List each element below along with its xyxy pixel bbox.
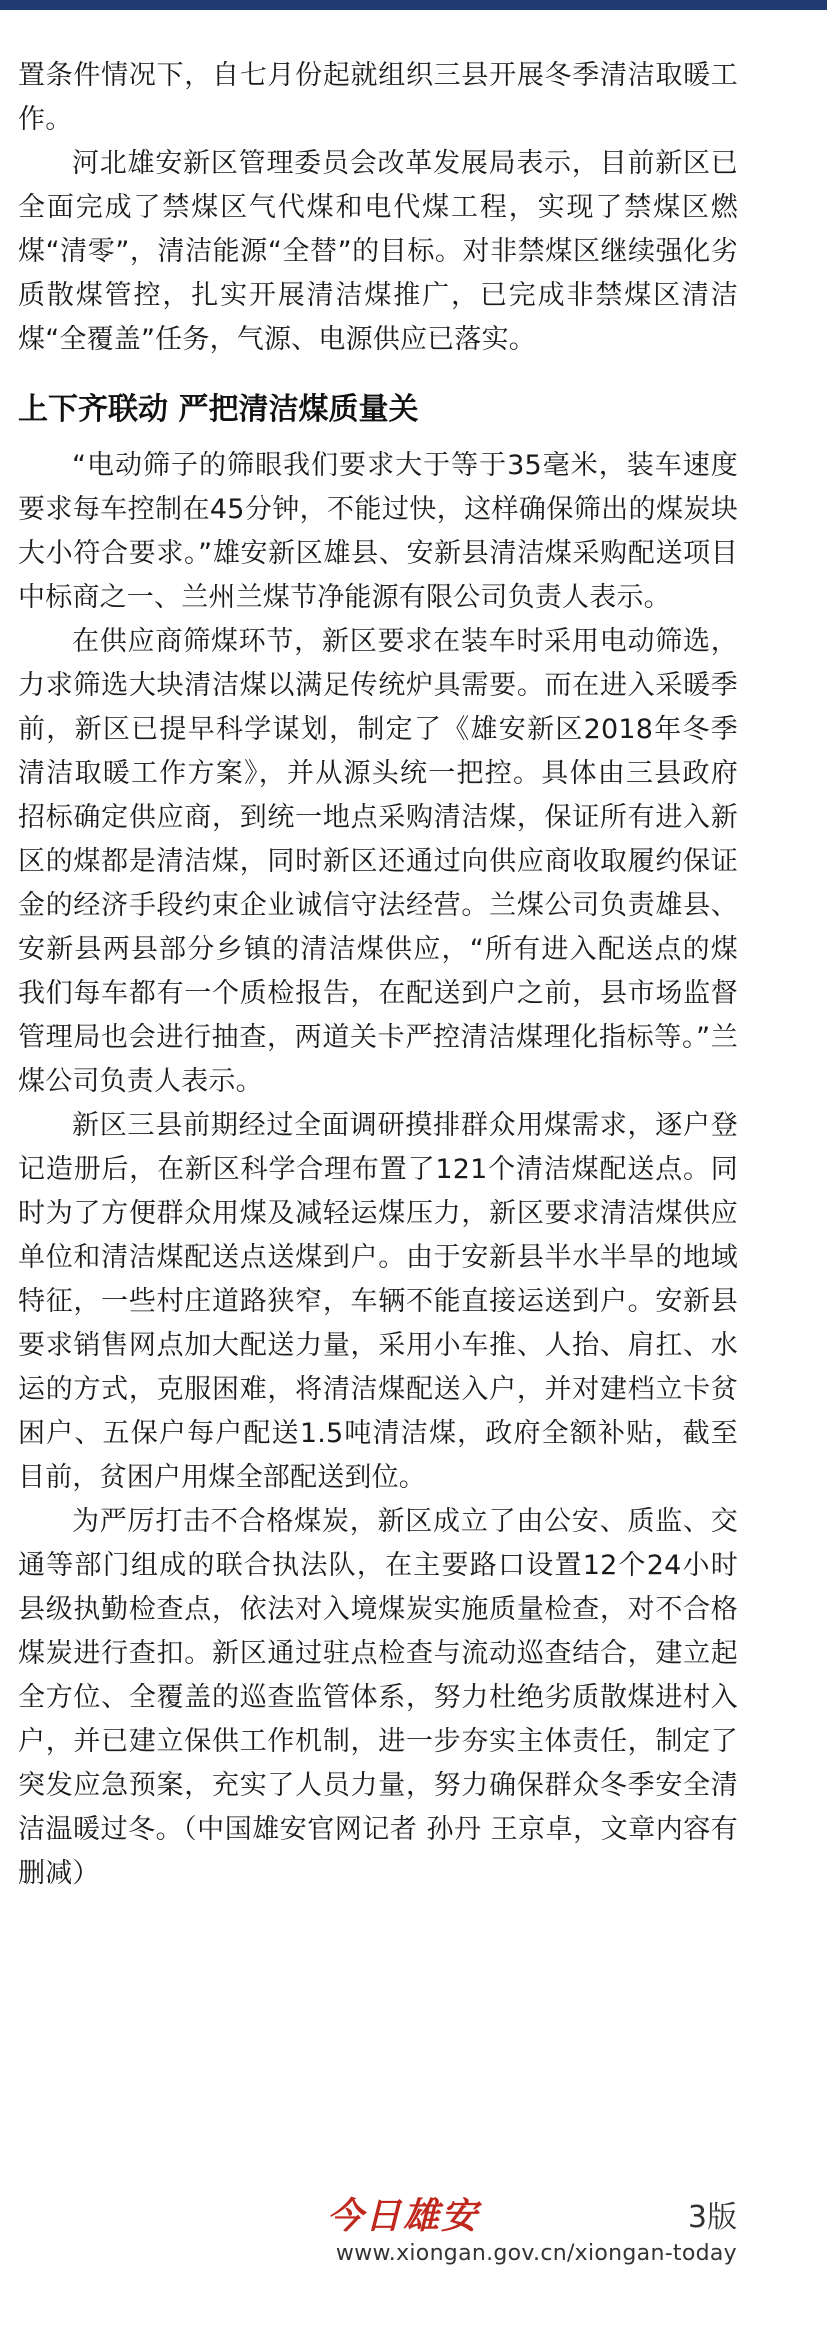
footer-top-row (327, 2188, 737, 2239)
article-paragraph: 在供应商筛煤环节，新区要求在装车时采用电动筛选，力求筛选大块清洁煤以满足传统炉具需要。而在进入采暖季前，新区已提早科学谋划，制定了《雄安新区2018年冬季清洁取暖工作方案》，并从源头统一把控。具体由三县政府招标确定供应商，到统一地点采购清洁煤，保证所有进入新区的煤都是清洁煤，同时新区还通过向供应商收取履约保证金的经济手段约束企业诚信守法经营。兰煤公司负责雄县、安新县两县部分乡镇的清洁煤供应，“所有进入配送点的煤我们每车都有一个质检报告，在配送到户之前，县市场监督管理局也会进行抽查，两道关卡严控清洁煤理化指标等。”兰煤公司负责人表示。 (18, 626, 738, 1097)
edition-number: 3版 (687, 2199, 737, 2235)
footer-url[interactable]: www.xiongan.gov.cn/xiongan-today (335, 2241, 737, 2266)
publication-logo: 今日雄安 (327, 2195, 480, 2237)
article-paragraph: “电动筛子的筛眼我们要求大于等于35毫米，装车速度要求每车控制在45分钟，不能过快，这样确保筛出的煤炭块大小符合要求。”雄安新区雄县、安新县清洁煤采购配送项目中标商之一、兰州兰煤节净能源有限公司负责人表示。 (18, 450, 738, 613)
article-paragraph: 置条件情况下，自七月份起就组织三县开展冬季清洁取暖工作。 (18, 60, 738, 135)
section-heading: 上下齐联动 严把清洁煤质量关 (18, 392, 419, 427)
article-paragraph: 为严厉打击不合格煤炭，新区成立了由公安、质监、交通等部门组成的联合执法队，在主要路口设置12个24小时县级执勤检查点，依法对入境煤炭实施质量检查，对不合格煤炭进行查扣。新区通过驻点检查与流动巡查结合，建立起全方位、全覆盖的巡查监管体系，努力杜绝劣质散煤进村入户，并已建立保供工作机制，进一步夯实主体责任，制定了突发应急预案，充实了人员力量，努力确保群众冬季安全清洁温暖过冬。（中国雄安官网记者 孙丹 王京卓，文章内容有删减） (18, 1506, 738, 1889)
article-paragraph: 新区三县前期经过全面调研摸排群众用煤需求，逐户登记造册后，在新区科学合理布置了121个清洁煤配送点。同时为了方便群众用煤及减轻运煤压力，新区要求清洁煤供应单位和清洁煤配送点送煤到户。由于安新县半水半旱的地域特征，一些村庄道路狭窄，车辆不能直接运送到户。安新县要求销售网点加大配送力量，采用小车推、人抬、肩扛、水运的方式，克服困难，将清洁煤配送入户，并对建档立卡贫困户、五保户每户配送1.5吨清洁煤，政府全额补贴，截至目前，贫困户用煤全部配送到位。 (18, 1110, 738, 1493)
page-footer (327, 2188, 737, 2266)
top-color-bar (0, 0, 827, 10)
article-paragraph: 河北雄安新区管理委员会改革发展局表示，目前新区已全面完成了禁煤区气代煤和电代煤工程，实现了禁煤区燃煤“清零”，清洁能源“全替”的目标。对非禁煤区继续强化劣质散煤管控，扎实开展清洁煤推广，已完成非禁煤区清洁煤“全覆盖”任务，气源、电源供应已落实。 (18, 148, 738, 355)
article-body (18, 54, 738, 1896)
